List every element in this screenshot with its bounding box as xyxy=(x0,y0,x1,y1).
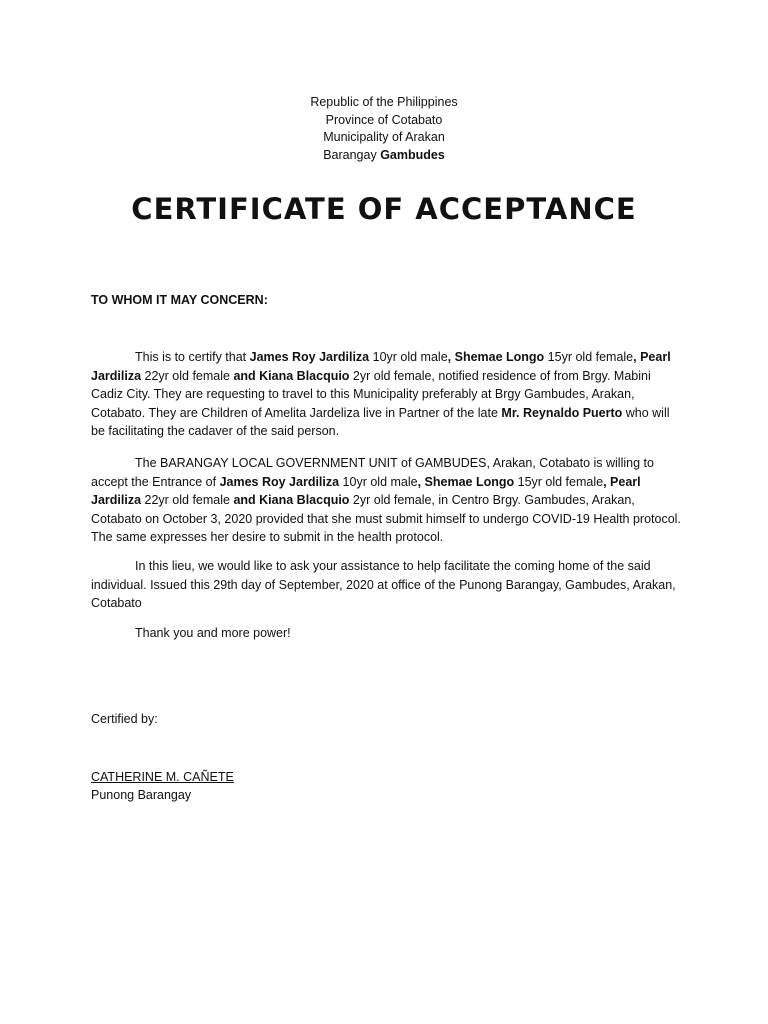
certified-by-label: Certified by: xyxy=(91,712,158,726)
salutation: TO WHOM IT MAY CONCERN: xyxy=(91,293,268,307)
p2-text-2: 10yr old male xyxy=(339,474,418,489)
p2-name-4: and Kiana Blacquio xyxy=(233,493,350,507)
p2-text-3: 15yr old female xyxy=(514,474,604,489)
p1-text-5: 2yr old female, notified residence of from Brgy. Mabini Cadiz City. They are requesting to travel to this Municipality preferably at Brgy Gambudes, Arakan, Cotabato. They are Children of Amelita Jardeliza live in Partner of the late xyxy=(91,368,651,420)
signatory-block xyxy=(91,769,234,804)
p1-text-6: who will be facilitating the cadaver of the said person. xyxy=(91,405,670,438)
p1-name-1: James Roy Jardiliza xyxy=(249,350,370,364)
header-republic: Republic of the Philippines xyxy=(310,95,458,109)
letterhead xyxy=(0,94,768,164)
p2-name-2: , Shemae Longo xyxy=(417,474,515,489)
p2-name-3: , Pearl Jardiliza xyxy=(91,474,641,507)
paragraph-2 xyxy=(91,454,686,547)
p2-text-1: The BARANGAY LOCAL GOVERNMENT UNIT of GAMBUDES, Arakan, Cotabato is willing to accept the Entrance of xyxy=(91,456,654,489)
p1-text-1: This is to certify that xyxy=(135,350,250,364)
header-barangay xyxy=(0,147,768,165)
signatory-name: CATHERINE M. CAÑETE xyxy=(91,770,234,784)
certificate-title: CERTIFICATE OF ACCEPTANCE xyxy=(131,192,637,226)
paragraph-3 xyxy=(91,557,686,613)
header-municipality: Municipality of Arakan xyxy=(323,130,445,144)
p1-text-4: 22yr old female xyxy=(141,368,234,383)
signatory-position: Punong Barangay xyxy=(91,787,192,802)
p2-name-1: James Roy Jardiliza xyxy=(219,474,340,489)
p1-name-4: and Kiana Blacquio xyxy=(233,368,350,383)
p2-text-5: 2yr old female, in Centro Brgy. Gambudes, Arakan, Cotabato on October 3, 2020 provided that she must submit himself to undergo COVID-19 Health protocol. The same expresses her desire to submit in the health protocol. xyxy=(91,493,681,544)
p1-text-3: 15yr old female xyxy=(544,350,634,364)
p4-text: Thank you and more power! xyxy=(135,626,291,640)
p1-name-5: Mr. Reynaldo Puerto xyxy=(501,405,623,420)
p2-text-4: 22yr old female xyxy=(141,493,234,507)
paragraph-1 xyxy=(91,348,686,441)
header-barangay-name: Gambudes xyxy=(380,147,445,162)
p1-name-3: , Pearl Jardiliza xyxy=(91,350,671,383)
header-province: Province of Cotabato xyxy=(325,112,443,127)
p1-text-2: 10yr old male xyxy=(369,350,448,364)
paragraph-4 xyxy=(91,624,686,643)
header-barangay-prefix: Barangay xyxy=(323,147,381,162)
p3-text: In this lieu, we would like to ask your assistance to help facilitate the coming home of the said individual. Issued this 29th day of September, 2020 at office of the Punong Barangay, Gambudes, Arakan, Cotabato xyxy=(91,559,676,610)
p1-name-2: , Shemae Longo xyxy=(447,350,545,364)
